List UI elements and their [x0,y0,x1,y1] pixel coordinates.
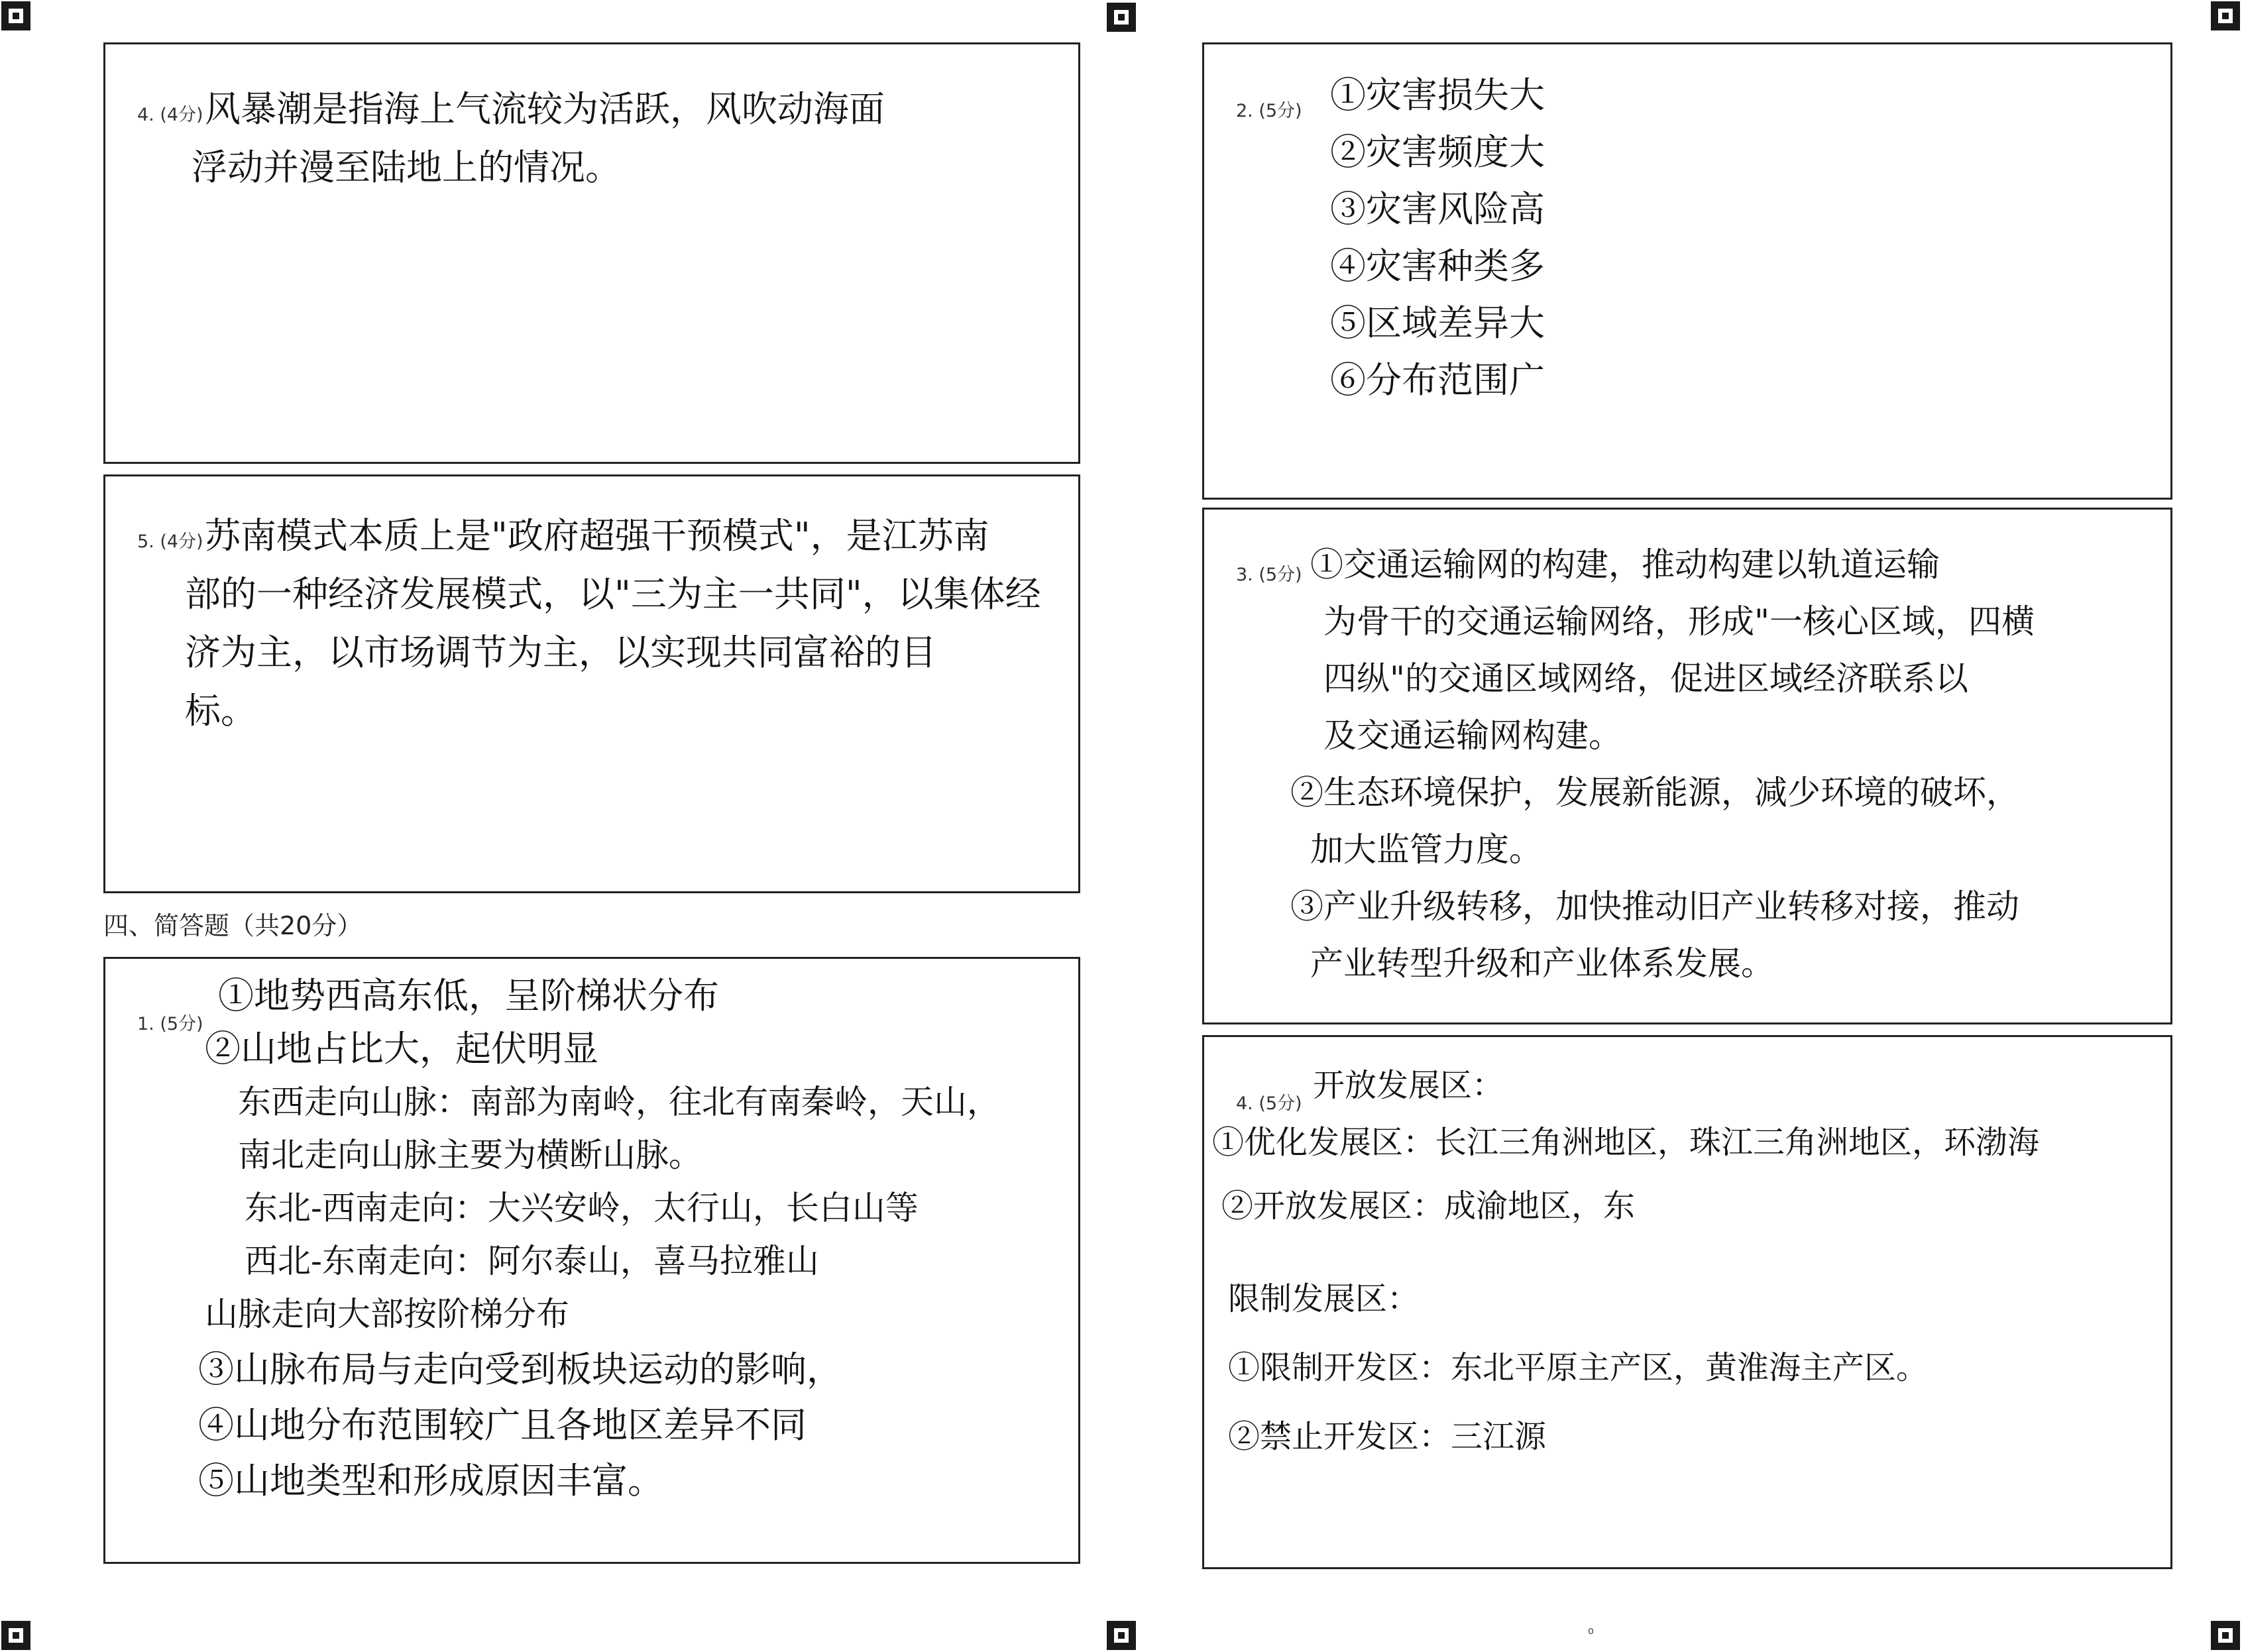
handwritten-answer: 风暴潮是指海上气流较为活跃，风吹动海面 浮动并漫至陆地上的情况。 [192,88,885,188]
handwritten-answer: ①灾害损失大 ②灾害频度大 ③灾害风险高 ④灾害种类多 ⑤区域差异大 ⑥分布范围广 [1330,74,1545,401]
answer-box-short-answer-1 [103,957,1080,1564]
registration-marker-bottom-right [2211,1621,2240,1650]
question-number: 2. (5分) [1236,101,1302,121]
question-number: 5. (4分) [137,531,203,552]
answer-box-short-answer-4 [1202,1035,2172,1569]
question-number: 3. (5分) [1236,565,1302,585]
registration-marker-bottom-left [1,1621,30,1650]
answer-box-q4-left [103,42,1080,464]
registration-marker-bottom-center [1107,1621,1136,1650]
section-heading: 四、简答题（共20分） [103,911,363,940]
question-number: 4. (5分) [1236,1093,1302,1114]
question-number: 4. (4分) [137,105,203,125]
registration-marker-top-right [2211,1,2240,30]
answer-box-q2-right [1202,42,2172,500]
handwritten-answer: ①交通运输网的构建，推动构建以轨道运输 为骨干的交通运输网络，形成"一核心区域，四横 四纵"的交通区域网络，促进区域经济联系以 及交通运输网构建。 ②生态环境保护，发展新能源，减少环境的破坏， 加大监管力度。 ③产业升级转移，加快推动旧产业转移对接，推动 产业转型升级和产业体系发展。 [1290,545,2035,983]
question-number: 1. (5分) [137,1014,203,1034]
handwritten-answer: ①地势西高东低，呈阶梯状分布 ②山地占比大，起伏明显 东西走向山脉：南部为南岭，往北有南秦岭，天山， 南北走向山脉主要为横断山脉。 东北-西南走向：大兴安岭，太行山，长白山等 西北-东南走向：阿尔泰山，喜马拉雅山 山脉走向大部按阶梯分布 ③山脉布局与走向受到板块运动的影响， ④山地分布范围较广且各地区差异不同 ⑤山地类型和形成原因丰富。 [198,975,1000,1502]
answer-box-q5-left [103,474,1080,893]
registration-marker-top-left [1,1,30,30]
registration-marker-top-center [1107,3,1136,32]
answer-box-q3-right [1202,508,2172,1024]
stray-mark: ⁰ [1588,1626,1594,1643]
handwritten-answer: 苏南模式本质上是"政府超强干预模式"，是江苏南 部的一种经济发展模式，以"三为主一共同"，以集体经 济为主，以市场调节为主，以实现共同富裕的目 标。 [185,515,1041,732]
handwritten-answer: 开放发展区： ①优化发展区：长江三角洲地区，珠江三角洲地区，环渤海 ②开放发展区：成渝地区，东 限制发展区： ①限制开发区：东北平原主产区，黄淮海主产区。 ②禁止开发区：三江源 [1212,1067,2040,1455]
